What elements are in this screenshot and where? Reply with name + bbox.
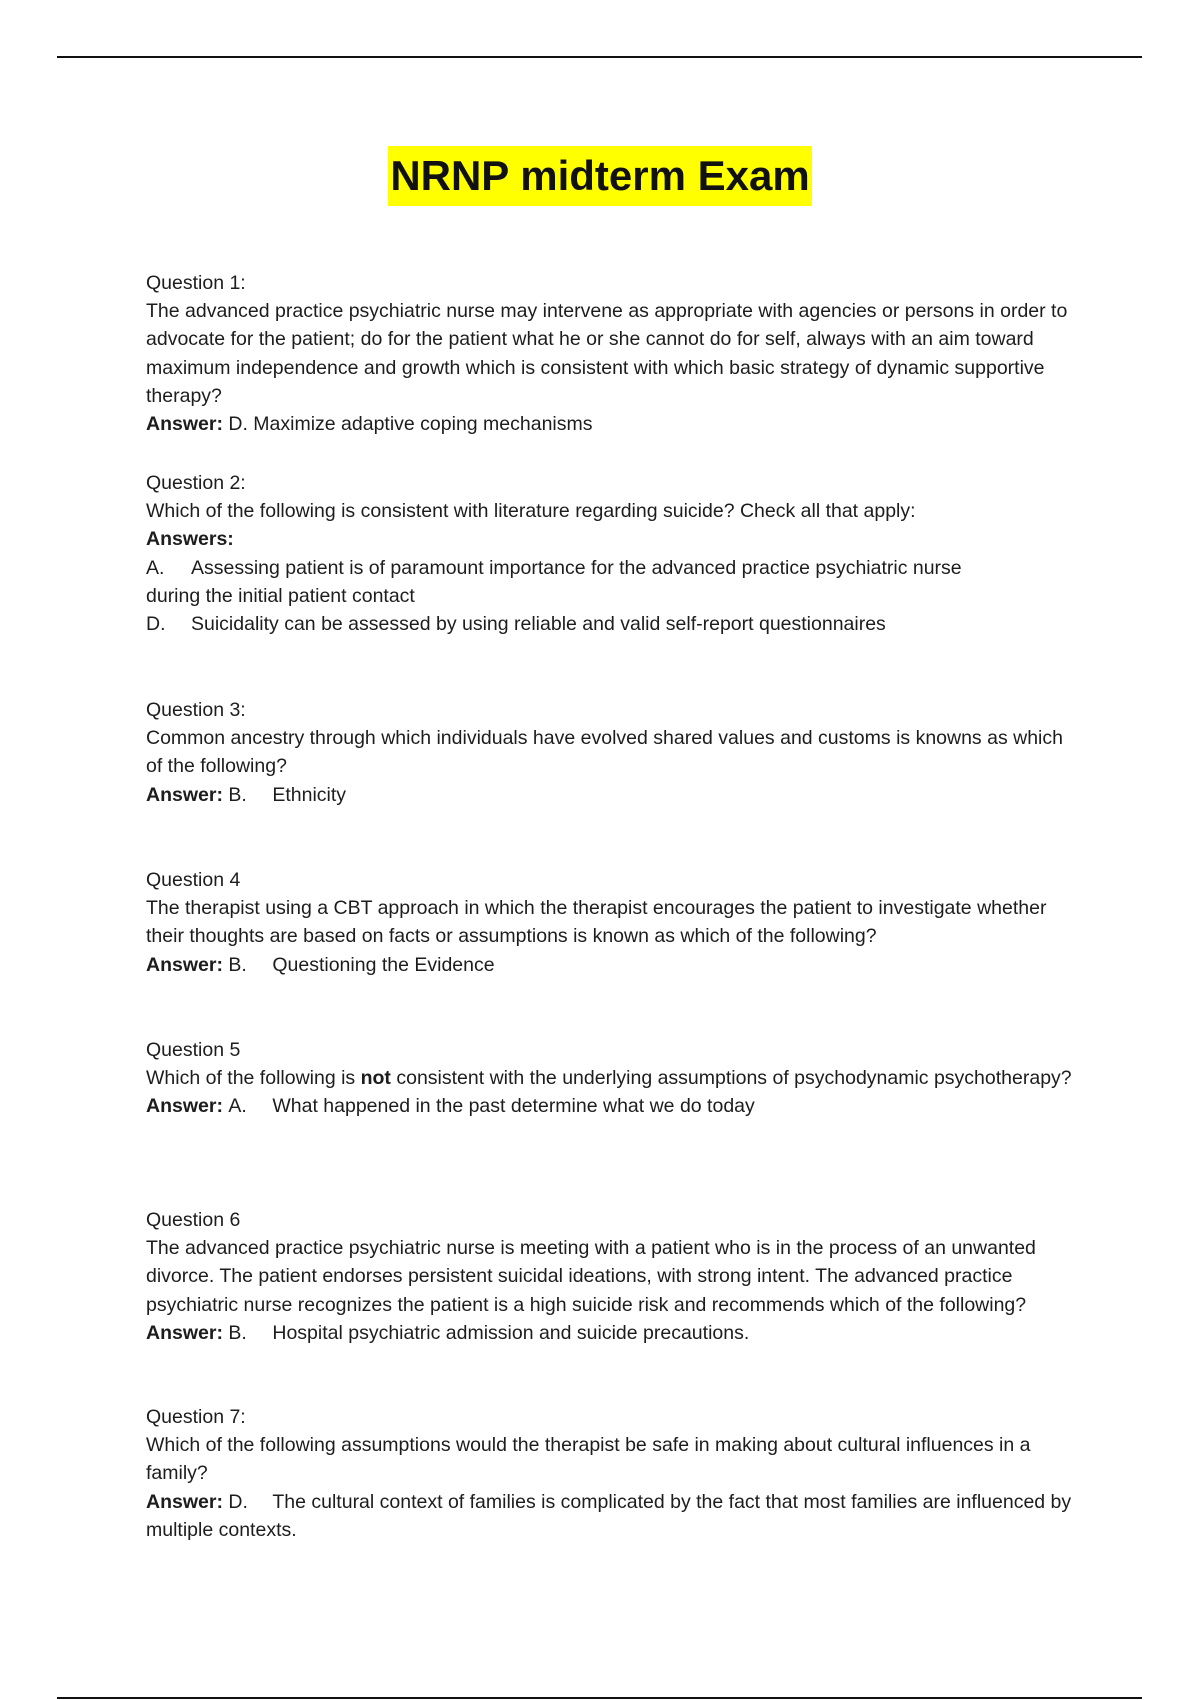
question-text: The therapist using a CBT approach in which the therapist encourages the patient to investigate whether their thoughts are based on facts or assumptions is known as which of the following?: [146, 897, 1047, 948]
answer-letter: B.: [228, 783, 247, 806]
question-3: [146, 696, 1081, 809]
question-7: [146, 1403, 1081, 1544]
answer-text: D. Maximize adaptive coping mechanisms: [228, 413, 593, 436]
question-text: Which of the following assumptions would the therapist be safe in making about cultural influences in a family?: [146, 1434, 1031, 1485]
question-4: [146, 866, 1081, 979]
option-letter: D.: [146, 613, 166, 636]
question-heading: Question 7:: [146, 1406, 246, 1428]
question-heading: Question 2:: [146, 472, 246, 494]
answer-line: [146, 951, 1081, 979]
footer-rule: [57, 1697, 1142, 1699]
answer-line: [146, 410, 1081, 438]
answer-text: What happened in the past determine what we do today: [272, 1095, 755, 1118]
answer-text: Hospital psychiatric admission and suicide precautions.: [272, 1321, 750, 1344]
option-text: Suicidality can be assessed by using reliable and valid self-report questionnaires: [191, 613, 886, 636]
answer-option-a: [146, 554, 1081, 582]
answer-label: Answer:: [146, 1321, 223, 1344]
question-heading: Question 3:: [146, 699, 246, 721]
question-5: [146, 1036, 1081, 1121]
answer-text: Questioning the Evidence: [272, 953, 495, 976]
answer-line: [146, 1092, 1081, 1120]
answer-line: [146, 781, 1081, 809]
header-rule: [57, 56, 1142, 58]
option-text: Assessing patient is of paramount importance for the advanced practice psychiatric nurse: [191, 556, 962, 579]
answer-label: Answer:: [146, 783, 223, 806]
question-text: Which of the following is consistent with literature regarding suicide? Check all that apply:: [146, 500, 916, 523]
question-heading: Question 1:: [146, 272, 246, 294]
option-letter: A.: [146, 556, 165, 579]
question-text: Which of the following is not consistent with the underlying assumptions of psychodynamic psychotherapy?: [146, 1067, 1072, 1090]
answer-text: The cultural context of families is complicated by the fact that most families are influenced by multiple contexts.: [146, 1490, 1072, 1541]
question-1: [146, 269, 1081, 438]
question-heading: Question 5: [146, 1039, 241, 1061]
answer-label: Answer:: [146, 1095, 223, 1118]
title-wrap: [0, 146, 1200, 206]
answer-letter: B.: [228, 953, 247, 976]
answer-letter: A.: [228, 1095, 247, 1118]
question-text: The advanced practice psychiatric nurse may intervene as appropriate with agencies or persons in order to advocate for the patient; do for the patient what he or she cannot do for self, always with an aim toward maximum independence and growth which is consistent with which basic strategy of dynamic supportive therapy?: [146, 300, 1068, 407]
answer-label: Answer:: [146, 1490, 223, 1513]
question-2: [146, 469, 1081, 638]
answers-label: Answers:: [146, 528, 234, 551]
answer-line: [146, 1488, 1081, 1544]
page-title: NRNP midterm Exam: [388, 146, 811, 206]
question-heading: Question 4: [146, 869, 241, 891]
question-text: The advanced practice psychiatric nurse is meeting with a patient who is in the process of an unwanted divorce. The patient endorses persistent suicidal ideations, with strong intent. The advanced practice psychiatric nurse recognizes the patient is a high suicide risk and recommends which of the following?: [146, 1237, 1036, 1316]
answer-option-d: [146, 610, 1081, 638]
answer-option-a-continued: during the initial patient contact: [146, 584, 415, 607]
answer-letter: B.: [228, 1321, 247, 1344]
answer-text: Ethnicity: [272, 783, 347, 806]
question-heading: Question 6: [146, 1209, 241, 1231]
question-text: Common ancestry through which individuals have evolved shared values and customs is knowns as which of the following?: [146, 727, 1063, 778]
answer-line: [146, 1319, 1081, 1347]
emphasis-not: not: [360, 1067, 391, 1090]
answer-letter: D.: [228, 1490, 248, 1513]
question-6: [146, 1206, 1081, 1347]
answer-label: Answer:: [146, 953, 223, 976]
answer-label: Answer:: [146, 413, 223, 436]
